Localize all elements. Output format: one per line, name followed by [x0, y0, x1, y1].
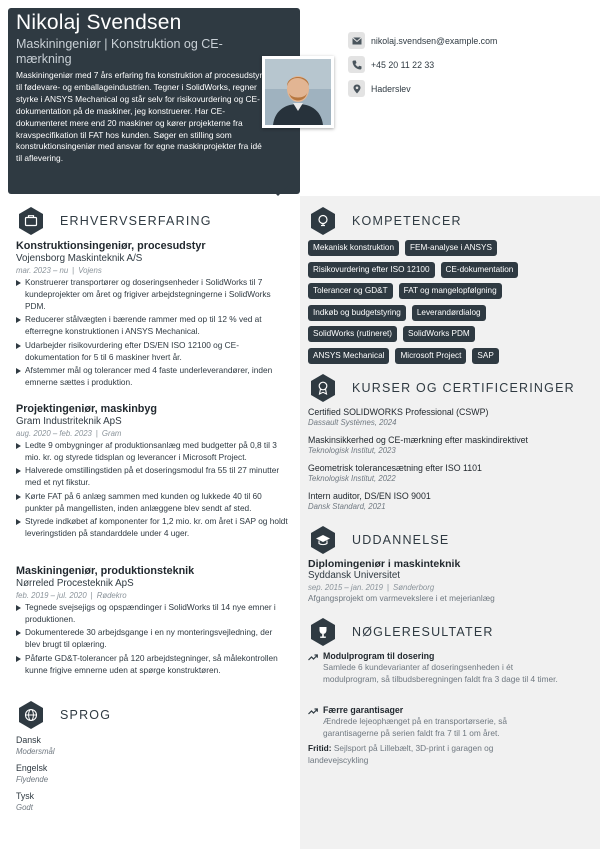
course-meta: Dassault Systèmes, 2024 — [308, 418, 397, 427]
education-item — [308, 558, 558, 604]
education-heading — [308, 525, 449, 555]
experience-item — [16, 403, 288, 542]
education-location: Sønderborg — [393, 583, 435, 592]
trend-up-icon — [308, 706, 318, 716]
achievement-item — [308, 651, 558, 686]
bullet: Tegnede svejsejigs og opspændinger i SolidWorks til 14 nye emner i produktionen. — [16, 602, 288, 626]
job-title: Maskiningeniør, produktionsteknik — [16, 565, 195, 577]
header-pointer — [268, 186, 288, 196]
language-name: Dansk — [16, 735, 41, 745]
section-title: ERHVERVSERFARING — [60, 214, 212, 228]
skill-tag: CE-dokumentation — [441, 262, 519, 278]
hobbies — [308, 742, 508, 766]
skills-tags — [308, 240, 548, 370]
briefcase-icon — [16, 206, 46, 236]
skill-tag: Microsoft Project — [395, 348, 466, 364]
language-level: Flydende — [16, 775, 49, 784]
bullet: Reducerer stålvægten i bærende rammer med op til 12 % ved at efterregne konstruktionen i ANSYS Mechanical. — [16, 314, 288, 338]
language-item — [16, 791, 34, 813]
job-meta: mar. 2023 – nu | Vojens — [16, 266, 102, 275]
contact-email[interactable] — [348, 32, 497, 49]
course-meta: Dansk Standard, 2021 — [308, 502, 386, 511]
course-name: Certified SOLIDWORKS Professional (CSWP) — [308, 407, 489, 417]
course-name: Maskinsikkerhed og CE-mærkning efter maskindirektivet — [308, 435, 528, 445]
education-description: Afgangsprojekt om varmevekslere i et mejerianlæg — [308, 593, 495, 603]
achievement-item — [308, 705, 558, 740]
lightbulb-icon — [308, 206, 338, 236]
job-company: Nørreled Procesteknik ApS — [16, 578, 134, 589]
hobbies-label: Fritid: — [308, 743, 332, 753]
skill-tag: ANSYS Mechanical — [308, 348, 389, 364]
headline: Maskiningeniør | Konstruktion og CE-mærkning — [16, 37, 223, 66]
job-location: Rødekro — [96, 591, 127, 600]
job-title: Projektingeniør, maskinbyg — [16, 403, 157, 415]
skill-tag: FEM-analyse i ANSYS — [405, 240, 497, 256]
experience-heading — [16, 206, 212, 236]
courses-heading — [308, 373, 575, 403]
job-title: Konstruktionsingeniør, procesudstyr — [16, 240, 206, 252]
bullet: Kørte FAT på 6 anlæg sammen med kunden og lukkede 40 til 60 punkter på mangellisten, inden anlæggene blev sendt af sted. — [16, 491, 288, 515]
achievements-heading — [308, 617, 494, 647]
job-location: Vojens — [78, 266, 102, 275]
trend-up-icon — [308, 652, 318, 662]
certificate-icon — [308, 373, 338, 403]
section-title: KURSER OG CERTIFICERINGER — [352, 381, 575, 395]
language-name: Tysk — [16, 791, 35, 801]
location-text: Haderslev — [371, 83, 411, 94]
phone-icon — [348, 56, 365, 73]
hobbies-text: Sejlsport på Lillebælt, 3D-print i garagen og landevejscykling — [308, 743, 494, 765]
job-company: Vojensborg Maskinteknik A/S — [16, 253, 143, 264]
profile-summary: Maskiningeniør med 7 års erfaring fra konstruktion af procesudstyr til fødevare- og emballageindustrien. Tegner i SolidWorks, regner styrke i ANSYS Mechanical og står selv for risikovurdering og CE-dokumentation på de maskiner, jeg konstruerer. Har CE-dokumenteret mere end 20 maskiner og kører projekterne fra kravspecifikation til FAT hos kunden. Søger en stilling som konstruktionsingeniør med ansvar for egne maskinprojekter fra idé til aflevering. — [16, 70, 263, 164]
skill-tag: Risikovurdering efter ISO 12100 — [308, 262, 435, 278]
skills-heading — [308, 206, 462, 236]
skill-tag: Mekanisk konstruktion — [308, 240, 399, 256]
envelope-icon — [348, 32, 365, 49]
education-meta: sep. 2015 – jan. 2019 | Sønderborg — [308, 583, 435, 592]
skill-tag: SolidWorks (rutineret) — [308, 326, 397, 342]
bullet: Ledte 9 ombygninger af produktionsanlæg med budgetter på 0,8 til 3 mio. kr. og styrede tidsplan og leverancer i Microsoft Project. — [16, 440, 288, 464]
contact-phone[interactable] — [348, 56, 434, 73]
profile-photo — [262, 56, 334, 128]
contact-location — [348, 80, 411, 97]
skill-tag: Indkøb og budgetstyring — [308, 305, 406, 321]
education-school: Syddansk Universitet — [308, 570, 401, 581]
job-dates: aug. 2020 – feb. 2023 — [16, 429, 92, 438]
bullet: Dokumenterede 30 arbejdsgange i en ny monteringsvejledning, der blev brugt til oplæring. — [16, 627, 288, 651]
bullet: Påførte GD&T-tolerancer på 120 arbejdstegninger, så målekontrollen kunne frigive emnerne uden at spørge konstruktøren. — [16, 653, 288, 677]
job-location: Gram — [101, 429, 122, 438]
job-company: Gram Industriteknik ApS — [16, 416, 122, 427]
section-title: NØGLERESULTATER — [352, 625, 494, 639]
bullet: Konstruerer transportører og doseringsenheder i SolidWorks til 7 kundeprojekter om året og frigiver arbejdstegningerne i SolidWorks PDM. — [16, 277, 288, 313]
bullet: Afstemmer mål og tolerancer med 4 faste underleverandører, inden emnerne sættes i produktion. — [16, 365, 288, 389]
candidate-name: Nikolaj Svendsen — [16, 11, 182, 34]
bullet: Halverede omstillingstiden på et doseringsmodul fra 55 til 27 minutter med et nyt fikstur. — [16, 465, 288, 489]
trophy-icon — [308, 617, 338, 647]
languages-heading — [16, 700, 111, 730]
achievement-description: Ændrede lejeophænget på en transportørserie, så garantisagerne på serien faldt fra 7 til 1 om året. — [323, 716, 508, 738]
language-name: Engelsk — [16, 763, 48, 773]
job-bullets — [16, 277, 288, 389]
achievement-description: Samlede 6 kundevarianter af doseringsenheden i ét modulprogram, så tilbudsberegningen faldt fra 3 dage til 4 timer. — [323, 662, 558, 684]
bullet: Styrede indkøbet af komponenter for 1,2 mio. kr. om året i SAP og holdt leveringstiden på standarddele under 4 uger. — [16, 516, 288, 540]
course-name: Geometrisk tolerancesætning efter ISO 1101 — [308, 463, 482, 473]
job-bullets — [16, 602, 288, 677]
globe-icon — [16, 700, 46, 730]
job-dates: mar. 2023 – nu — [16, 266, 69, 275]
job-meta: aug. 2020 – feb. 2023 | Gram — [16, 429, 122, 438]
course-item — [308, 407, 558, 428]
achievement-title: Modulprogram til dosering — [323, 651, 435, 661]
course-item — [308, 463, 558, 484]
course-meta: Teknologisk Institut, 2023 — [308, 446, 396, 455]
bullet: Udarbejder risikovurdering efter DS/EN ISO 12100 og CE-dokumentation for 5 til 6 maskiner hvert år. — [16, 340, 288, 364]
experience-item — [16, 240, 288, 391]
section-title: SPROG — [60, 708, 112, 722]
course-item — [308, 491, 558, 512]
course-name: Intern auditor, DS/EN ISO 9001 — [308, 491, 431, 501]
job-meta: feb. 2019 – jul. 2020 | Rødekro — [16, 591, 127, 600]
language-item — [16, 735, 55, 757]
achievement-title: Færre garantisager — [323, 705, 404, 715]
phone-text: +45 20 11 22 33 — [371, 59, 435, 70]
course-meta: Teknologisk Institut, 2022 — [308, 474, 396, 483]
email-text: nikolaj.svendsen@example.com — [371, 35, 498, 46]
skill-tag: SolidWorks PDM — [403, 326, 475, 342]
job-bullets — [16, 440, 288, 540]
section-title: KOMPETENCER — [352, 214, 462, 228]
skill-tag: SAP — [472, 348, 498, 364]
map-pin-icon — [348, 80, 365, 97]
education-dates: sep. 2015 – jan. 2019 — [308, 583, 383, 592]
header-box — [8, 8, 300, 194]
graduation-cap-icon — [308, 525, 338, 555]
experience-item — [16, 565, 288, 678]
language-level: Modersmål — [16, 747, 55, 756]
language-level: Godt — [16, 803, 33, 812]
skill-tag: Leverandørdialog — [412, 305, 486, 321]
skill-tag: FAT og mangelopfølgning — [399, 283, 502, 299]
right-column-header-area — [300, 0, 600, 196]
language-item — [16, 763, 48, 785]
course-item — [308, 435, 558, 456]
section-title: UDDANNELSE — [352, 533, 450, 547]
education-degree: Diplomingeniør i maskinteknik — [308, 558, 461, 570]
job-dates: feb. 2019 – jul. 2020 — [16, 591, 87, 600]
skill-tag: Tolerancer og GD&T — [308, 283, 393, 299]
